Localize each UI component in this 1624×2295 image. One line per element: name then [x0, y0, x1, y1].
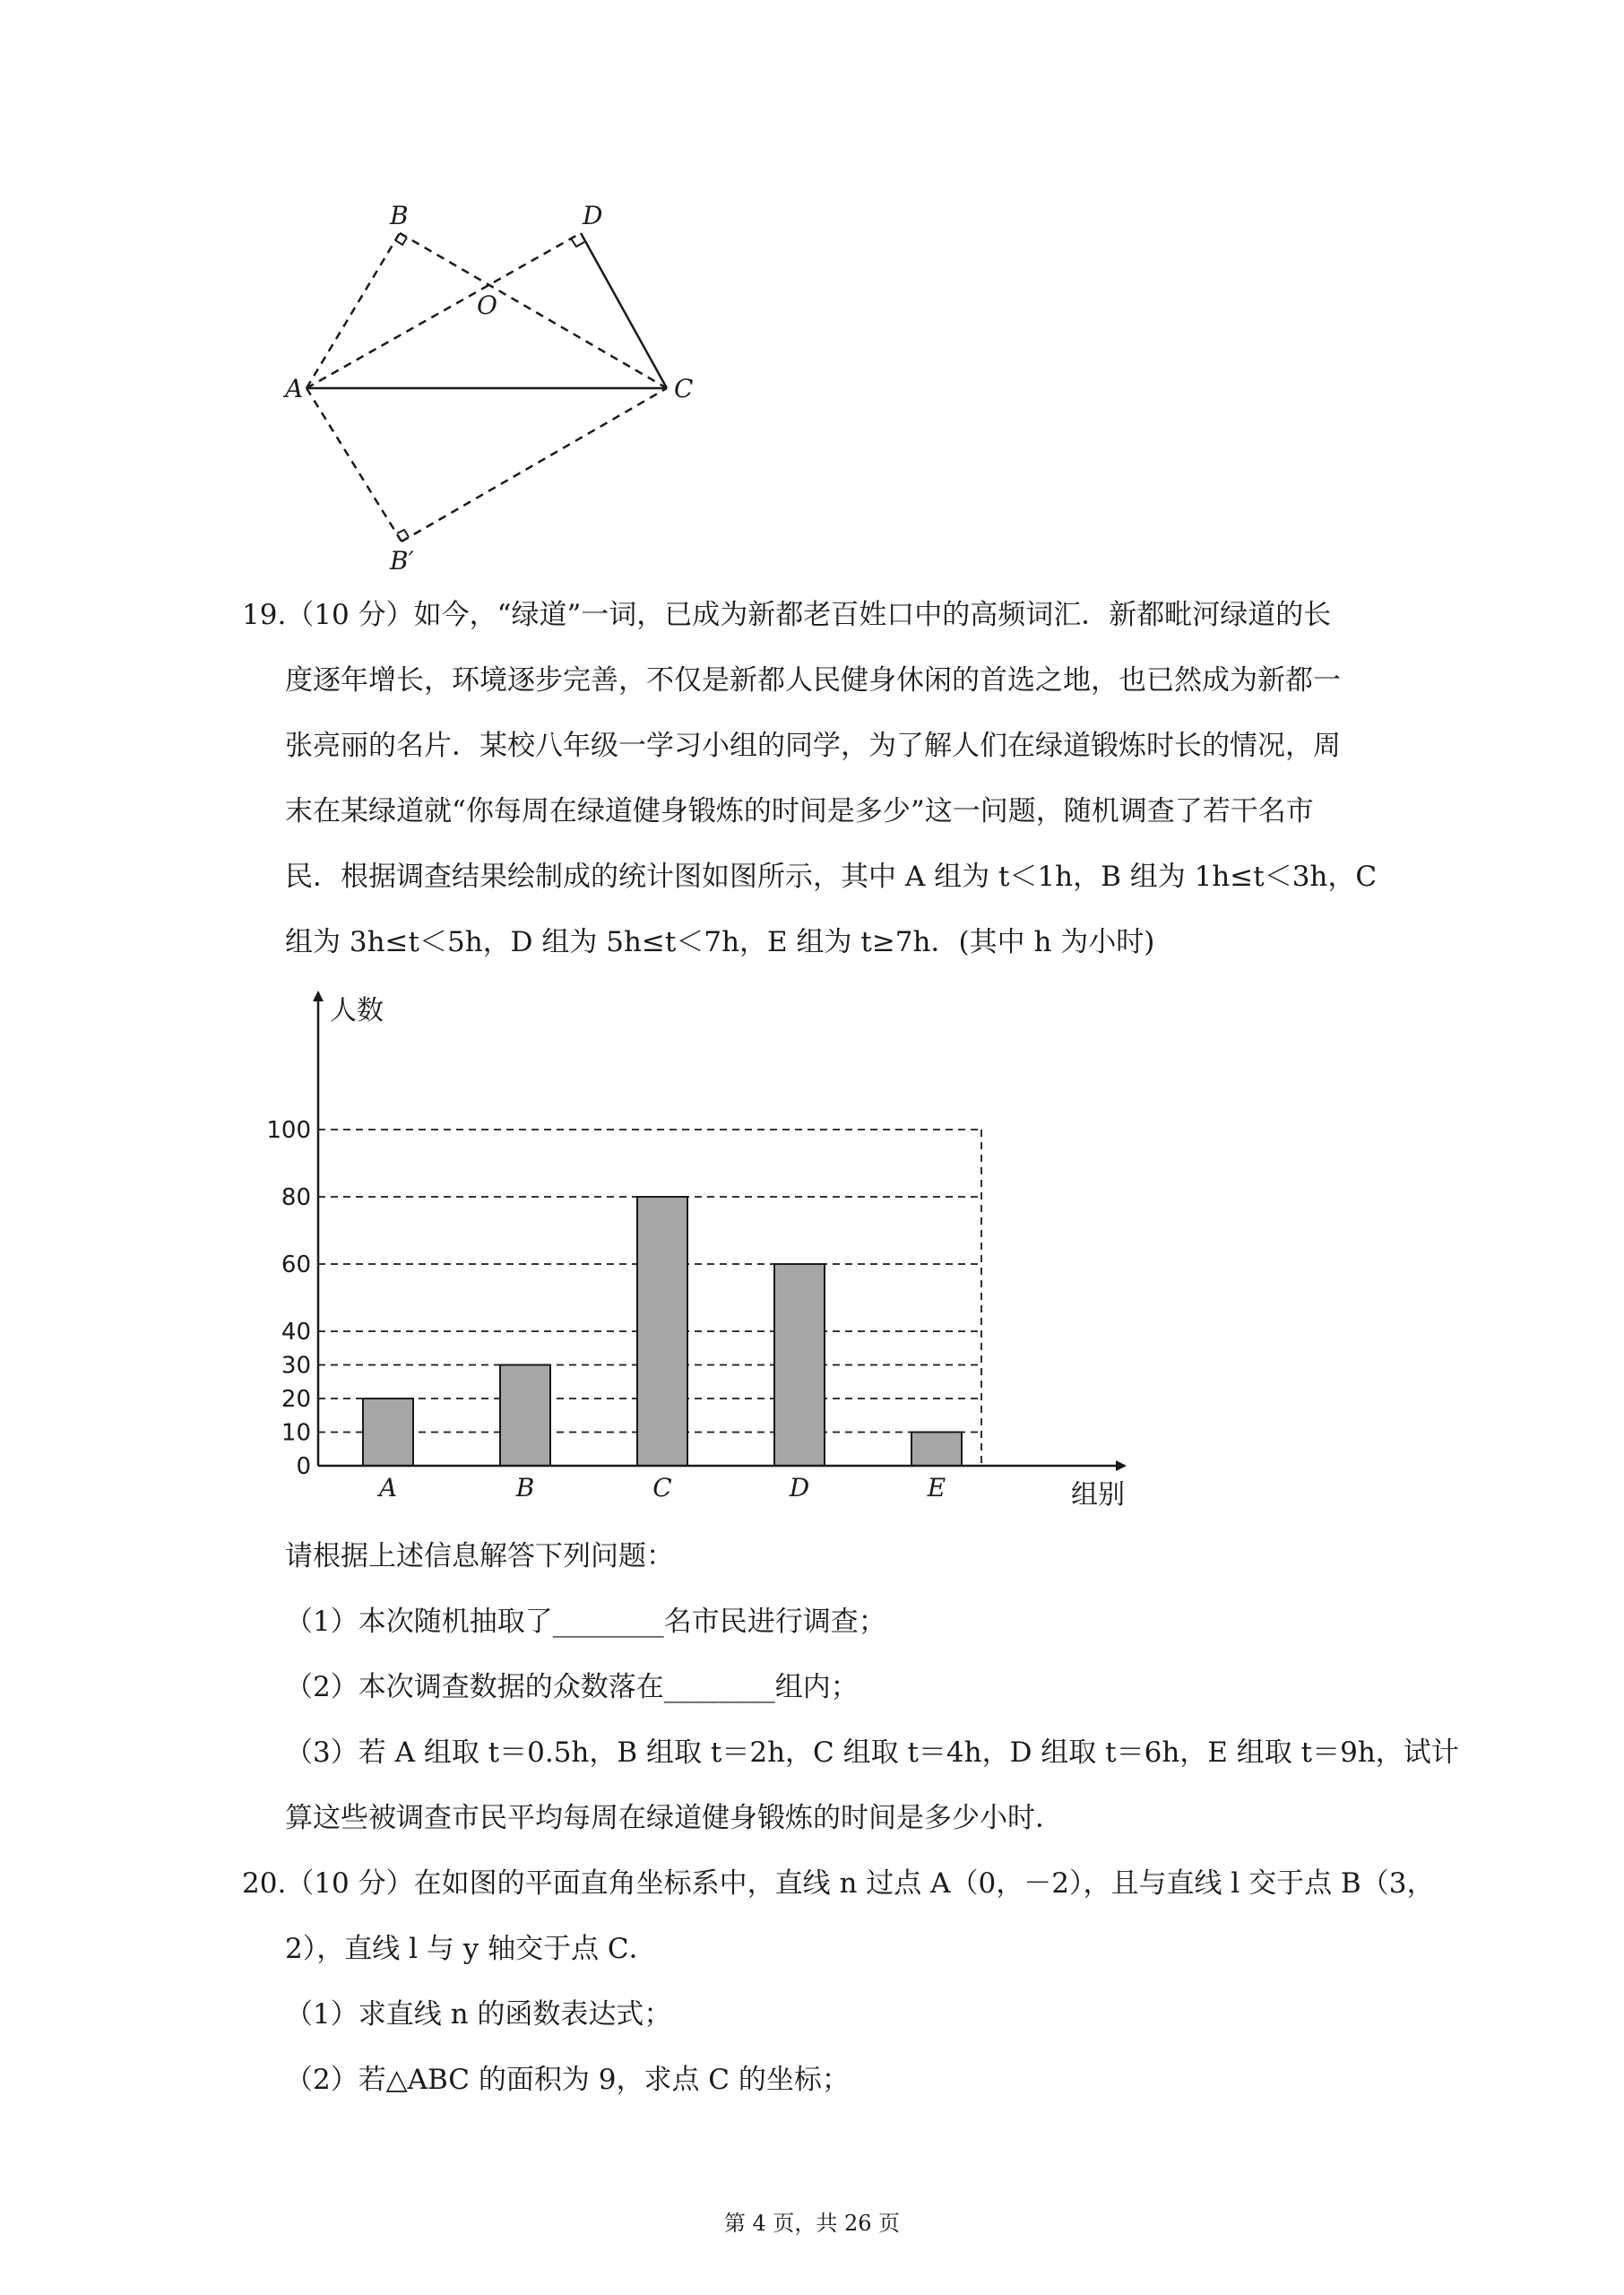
bar-c — [637, 1197, 687, 1466]
y-axis-title: 人数 — [330, 995, 384, 1026]
q19-sub-3-line-2: 算这些被调查市民平均每周在绿道健身锻炼的时间是多少小时． — [285, 1802, 1063, 1834]
q20-line-1: 20.（10 分）在如图的平面直角坐标系中，直线 n 过点 A（0，－2），且与直线 l 交于点 B（3， — [242, 1867, 1435, 1900]
label-b-prime: B′ — [390, 546, 414, 569]
segment-dc — [581, 233, 667, 388]
y-tick-label: 20 — [281, 1386, 311, 1413]
segment-bc — [400, 233, 667, 388]
q19-line-2: 度逐年增长，环境逐步完善，不仅是新都人民健身休闲的首选之地，也已然成为新都一 — [285, 664, 1341, 697]
q19-sub-1: （1）本次随机抽取了________名市民进行调查； — [285, 1606, 886, 1638]
label-a: A — [285, 374, 304, 403]
bar-d — [774, 1264, 825, 1466]
q19-line-1: 19.（10 分）如今，“绿道”一词，已成为新都老百姓口中的高频词汇．新都毗河绿道的长 — [242, 599, 1332, 631]
label-o: O — [477, 290, 497, 320]
label-d: D — [583, 201, 603, 230]
segment-ad — [307, 233, 581, 388]
page-footer: 第 4 页，共 26 页 — [723, 2211, 901, 2236]
q19-line-4: 末在某绿道就“你每周在绿道健身锻炼的时间是多少”这一问题，随机调查了若干名市 — [285, 795, 1314, 827]
q19-sub-2: （2）本次调查数据的众数落在________组内； — [285, 1671, 859, 1703]
bar-chart — [260, 982, 1156, 1520]
x-category-label: E — [927, 1473, 946, 1503]
q19-prompt: 请根据上述信息解答下列问题： — [285, 1540, 674, 1572]
x-axis-title: 组别 — [1071, 1479, 1125, 1511]
right-angle-d — [571, 238, 584, 247]
segment-b-prime-c — [402, 388, 667, 541]
y-tick-label: 40 — [281, 1319, 311, 1346]
y-tick-label: 30 — [281, 1352, 311, 1380]
q19-line-3: 张亮丽的名片．某校八年级一学习小组的同学，为了解人们在绿道锻炼时长的情况，周 — [285, 730, 1341, 762]
x-category-labels — [376, 1473, 946, 1503]
y-tick-labels — [266, 1117, 311, 1480]
bar-b — [500, 1365, 550, 1467]
label-b: B — [390, 201, 409, 230]
geometry-figure — [278, 193, 726, 569]
q20-sub-1: （1）求直线 n 的函数表达式； — [285, 1998, 672, 2031]
x-category-label: A — [378, 1473, 398, 1503]
q19-line-6: 组为 3h≤t＜5h，D 组为 5h≤t＜7h，E 组为 t≥7h．(其中 h 为小时) — [285, 926, 1155, 958]
y-tick-label: 0 — [296, 1453, 311, 1480]
x-category-label: D — [789, 1473, 810, 1503]
y-tick-label: 100 — [266, 1117, 311, 1144]
x-category-label: B — [515, 1473, 535, 1503]
q20-line-2: 2），直线 l 与 y 轴交于点 C． — [285, 1933, 657, 1965]
bar-e — [911, 1433, 962, 1467]
bar-a — [363, 1399, 413, 1466]
q19-sub-3-line-1: （3）若 A 组取 t＝0.5h，B 组取 t＝2h，C 组取 t＝4h，D 组取 t＝6h，E 组取 t＝9h，试计 — [285, 1736, 1459, 1769]
y-tick-label: 10 — [281, 1419, 311, 1447]
q20-sub-2: （2）若△ABC 的面积为 9，求点 C 的坐标； — [285, 2064, 850, 2096]
segment-ab-prime — [307, 388, 402, 541]
y-tick-label: 80 — [281, 1184, 311, 1211]
q19-line-5: 民．根据调查结果绘制成的统计图如图所示，其中 A 组为 t＜1h，B 组为 1h≤t＜3h，C — [285, 861, 1378, 893]
segment-ab — [307, 233, 400, 388]
label-c: C — [674, 374, 694, 403]
y-tick-label: 60 — [281, 1251, 311, 1278]
x-category-label: C — [652, 1473, 672, 1503]
